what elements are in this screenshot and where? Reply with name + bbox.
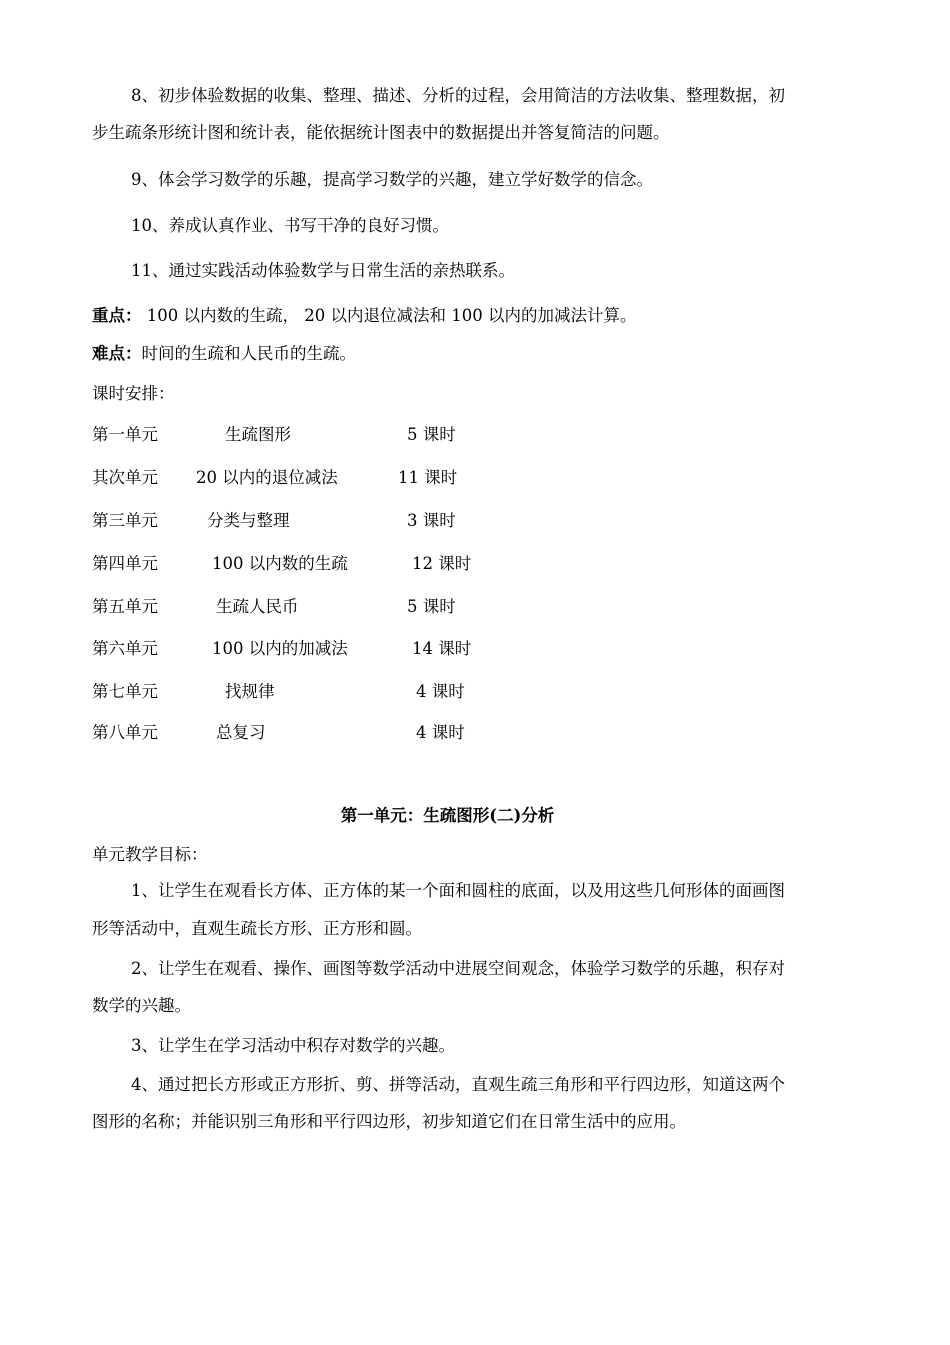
schedule-topic: 生疏图形 [225, 425, 291, 444]
goal-11: 11、通过实践活动体验数学与日常生活的亲热联系。 [131, 261, 515, 280]
schedule-heading: 课时安排： [92, 384, 175, 403]
schedule-hours: 5 课时 [407, 597, 456, 616]
schedule-hours: 12 课时 [412, 554, 472, 573]
difficulties-label: 难点： [92, 344, 142, 363]
unit1-objective-4-line1: 4、通过把长方形或正方形折、剪、拼等活动，直观生疏三角形和平行四边形，知道这两个 [131, 1075, 785, 1094]
unit1-objectives-heading: 单元教学目标： [92, 845, 208, 864]
schedule-hours: 3 课时 [407, 511, 456, 530]
schedule-unit: 第五单元 [92, 597, 158, 616]
goal-10: 10、养成认真作业、书写干净的良好习惯。 [131, 216, 449, 235]
schedule-row [92, 510, 592, 532]
unit1-title: 第一单元：生疏图形(二)分析 [340, 806, 555, 825]
schedule-hours: 14 课时 [412, 639, 472, 658]
goal-9: 9、体会学习数学的乐趣，提高学习数学的兴趣，建立学好数学的信念。 [131, 170, 653, 189]
schedule-unit: 第七单元 [92, 682, 158, 701]
goal-8-line1: 8、初步体验数据的收集、整理、描述、分析的过程，会用简洁的方法收集、整理数据，初 [131, 86, 785, 105]
unit1-objective-4-line2: 图形的名称；并能识别三角形和平行四边形，初步知道它们在日常生活中的应用。 [92, 1112, 686, 1131]
key-points-text: 100 以内数的生疏， 20 以内退位减法和 100 以内的加减法计算。 [141, 306, 637, 325]
schedule-hours: 4 课时 [416, 723, 465, 742]
unit1-objective-1-line1: 1、让学生在观看长方体、正方体的某一个面和圆柱的底面，以及用这些几何形体的面画图 [131, 881, 785, 900]
schedule-topic: 20 以内的退位减法 [196, 468, 338, 487]
goal-8-line2: 步生疏条形统计图和统计表，能依据统计图表中的数据提出并答复简洁的问题。 [92, 123, 670, 142]
schedule-row [92, 722, 592, 744]
schedule-topic: 100 以内数的生疏 [212, 554, 348, 573]
schedule-unit: 其次单元 [92, 468, 158, 487]
schedule-unit: 第八单元 [92, 723, 158, 742]
difficulties [92, 343, 892, 365]
schedule-hours: 5 课时 [407, 425, 456, 444]
schedule-row [92, 681, 592, 703]
unit1-objective-2-line1: 2、让学生在观看、操作、画图等数学活动中进展空间观念，体验学习数学的乐趣，积存对 [131, 959, 785, 978]
schedule-hours: 4 课时 [416, 682, 465, 701]
schedule-unit: 第三单元 [92, 511, 158, 530]
schedule-topic: 找规律 [225, 682, 275, 701]
difficulties-text: 时间的生疏和人民币的生疏。 [141, 344, 356, 363]
schedule-topic: 分类与整理 [207, 511, 290, 530]
schedule-row [92, 553, 592, 575]
schedule-unit: 第六单元 [92, 639, 158, 658]
schedule-row [92, 638, 592, 660]
schedule-unit: 第一单元 [92, 425, 158, 444]
key-points [92, 305, 892, 327]
schedule-row [92, 467, 592, 489]
schedule-topic: 总复习 [216, 723, 266, 742]
schedule-unit: 第四单元 [92, 554, 158, 573]
unit1-objective-1-line2: 形等活动中，直观生疏长方形、正方形和圆。 [92, 919, 422, 938]
schedule-row [92, 596, 592, 618]
schedule-row [92, 424, 592, 446]
unit1-objective-3: 3、让学生在学习活动中积存对数学的兴趣。 [131, 1036, 455, 1055]
schedule-hours: 11 课时 [398, 468, 458, 487]
schedule-topic: 生疏人民币 [216, 597, 299, 616]
key-points-label: 重点： [92, 306, 142, 325]
schedule-topic: 100 以内的加减法 [212, 639, 348, 658]
unit1-objective-2-line2: 数学的兴趣。 [92, 996, 191, 1015]
